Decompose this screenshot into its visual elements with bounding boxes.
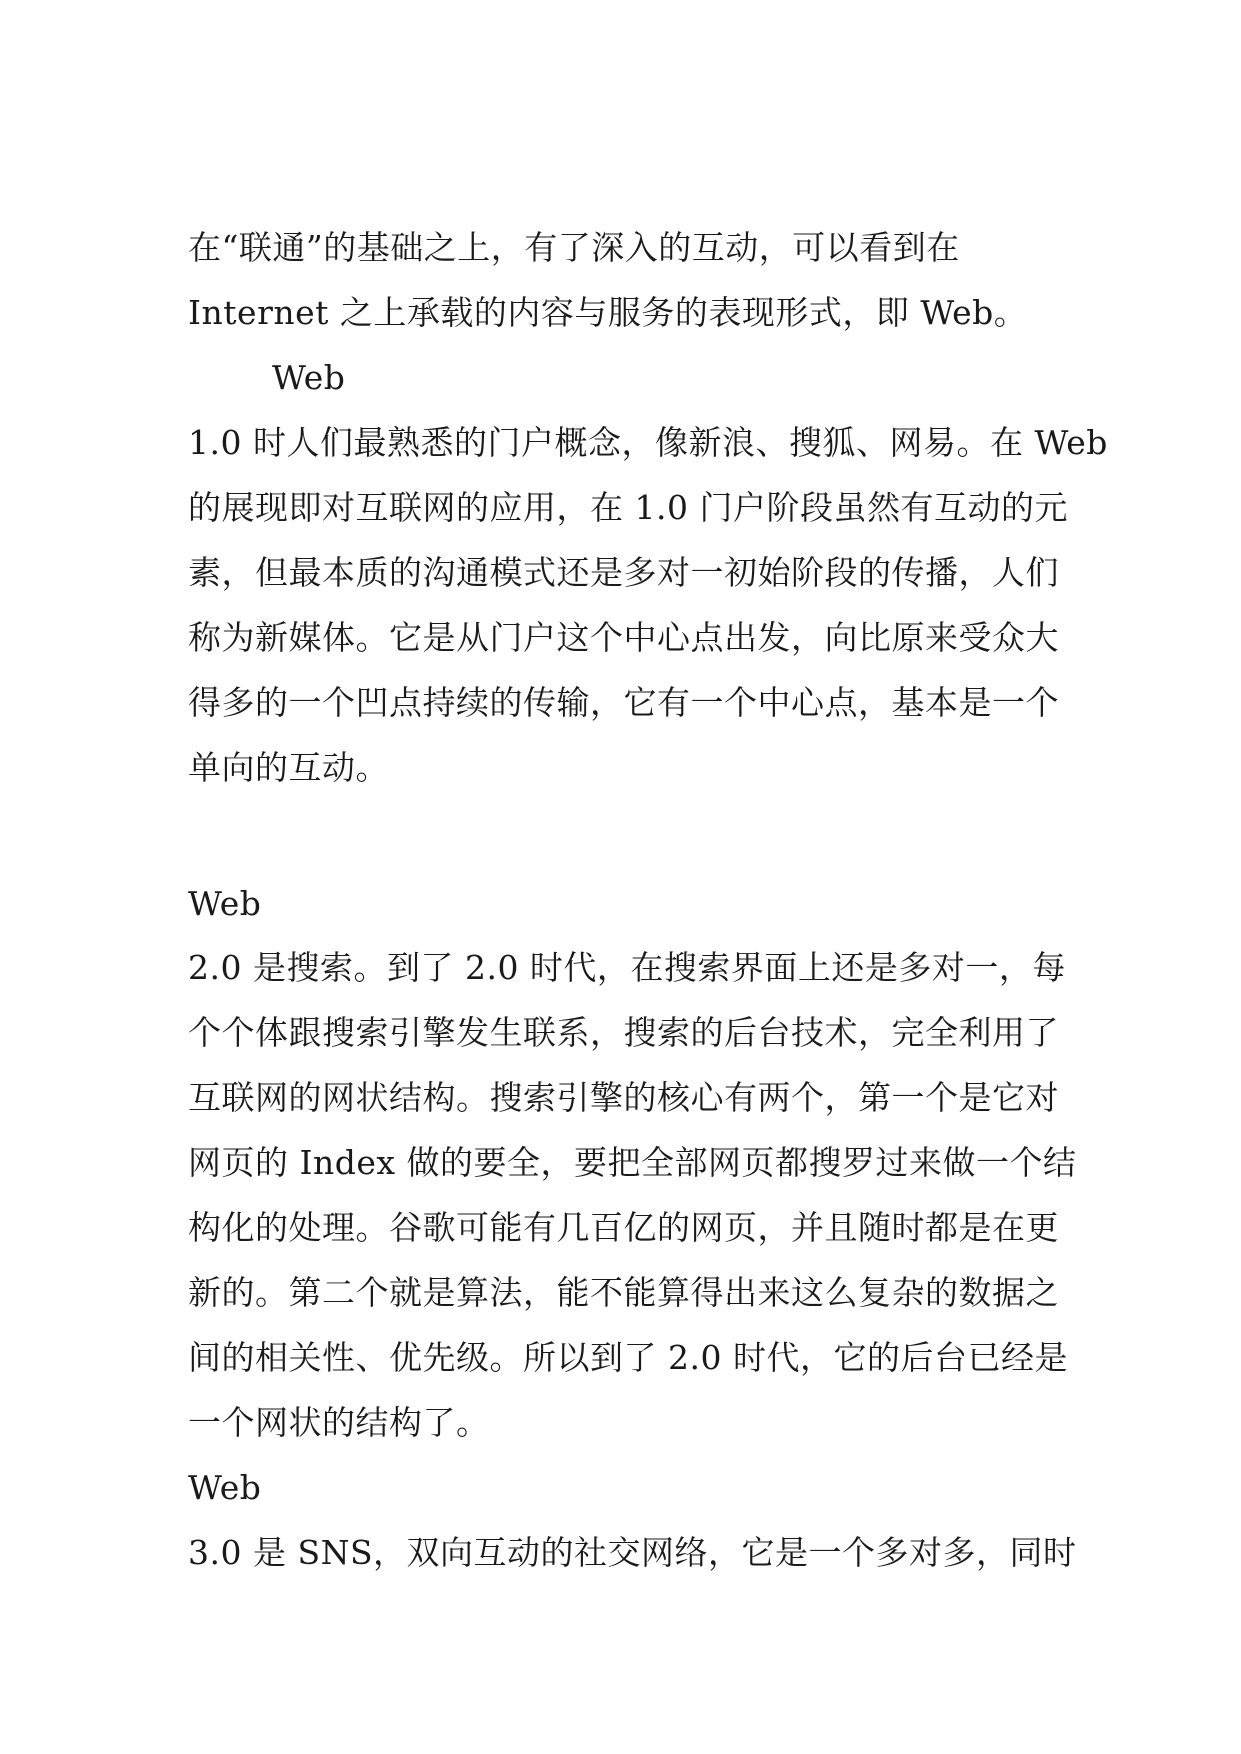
- text-line: 称为新媒体。它是从门户这个中心点出发，向比原来受众大: [188, 618, 1059, 657]
- text-line: 2.0 是搜索。到了 2.0 时代，在搜索界面上还是多对一，每: [188, 948, 1066, 987]
- text-line: 1.0 时人们最熟悉的门户概念，像新浪、搜狐、网易。在 Web: [188, 423, 1108, 462]
- text-line: 个个体跟搜索引擎发生联系，搜索的后台技术，完全利用了: [188, 1013, 1059, 1052]
- text-line: 3.0 是 SNS，双向互动的社交网络，它是一个多对多，同时: [188, 1533, 1077, 1572]
- text-line: 网页的 Index 做的要全，要把全部网页都搜罗过来做一个结: [188, 1143, 1077, 1182]
- text-line: 在“联通”的基础之上，有了深入的互动，可以看到在: [188, 228, 960, 267]
- text-line: Web: [188, 1468, 262, 1507]
- text-line: 一个网状的结构了。: [188, 1403, 490, 1442]
- text-line: 素，但最本质的沟通模式还是多对一初始阶段的传播，人们: [188, 553, 1059, 592]
- text-line: 的展现即对互联网的应用，在 1.0 门户阶段虽然有互动的元: [188, 488, 1068, 527]
- text-line: Internet 之上承载的内容与服务的表现形式，即 Web。: [188, 293, 1028, 332]
- text-line: Web: [188, 884, 262, 923]
- text-line: 互联网的网状结构。搜索引擎的核心有两个，第一个是它对: [188, 1078, 1059, 1117]
- text-line: 得多的一个凹点持续的传输，它有一个中心点，基本是一个: [188, 683, 1059, 722]
- text-line: 新的。第二个就是算法，能不能算得出来这么复杂的数据之: [188, 1273, 1059, 1312]
- text-line: 间的相关性、优先级。所以到了 2.0 时代，它的后台已经是: [188, 1338, 1068, 1377]
- text-line: 构化的处理。谷歌可能有几百亿的网页，并且随时都是在更: [188, 1208, 1059, 1247]
- text-line: Web: [272, 358, 346, 397]
- text-line: 单向的互动。: [188, 748, 389, 787]
